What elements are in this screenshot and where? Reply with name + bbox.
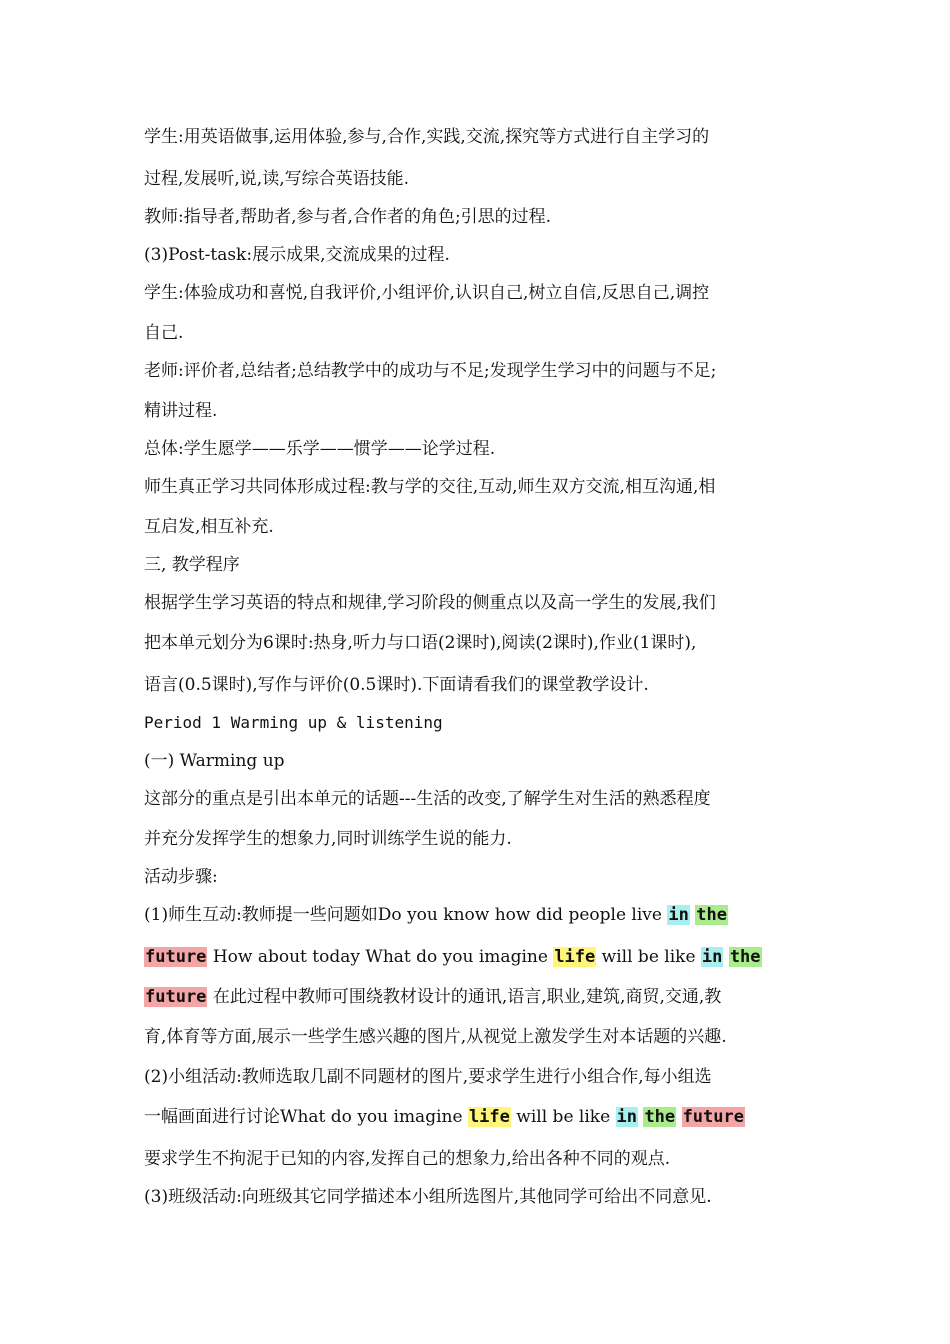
text-line: 师生真正学习共同体形成过程:教与学的交往,互动,师生双方交流,相互沟通,相 <box>144 477 716 497</box>
highlight-life: life <box>468 1107 510 1127</box>
step2-line1: (2)小组活动:教师选取几副不同题材的图片,要求学生进行小组合作,每小组选 <box>144 1067 712 1087</box>
step1-line1 <box>144 904 728 926</box>
text-line: 这部分的重点是引出本单元的话题---生活的改变,了解学生对生活的熟悉程度 <box>144 789 711 809</box>
highlight-the: the <box>644 1107 676 1127</box>
text-line: 互启发,相互补充. <box>144 517 274 537</box>
text-line: 总体:学生愿学——乐学——惯学——论学过程. <box>144 439 496 459</box>
highlight-life: life <box>554 947 596 967</box>
step1-line3 <box>144 986 721 1008</box>
step2-text: 一幅画面进行讨论What do you imagine <box>144 1107 468 1127</box>
highlight-in: in <box>668 905 689 925</box>
step1-text: (1)师生互动:教师提一些问题如Do you know how did people live <box>144 905 668 925</box>
step1-text: How about today What do you imagine <box>207 947 554 967</box>
text-line: 过程,发展听,说,读,写综合英语技能. <box>144 169 410 189</box>
text-line: 根据学生学习英语的特点和规律,学习阶段的侧重点以及高一学生的发展,我们 <box>144 593 716 613</box>
step1-line2 <box>144 946 762 968</box>
highlight-in: in <box>616 1107 638 1127</box>
step1-text: will be like <box>596 947 701 967</box>
step2-line2 <box>144 1106 745 1128</box>
text-line: 把本单元划分为6课时:热身,听力与口语(2课时),阅读(2课时),作业(1课时), <box>144 633 697 653</box>
text-line: 教师:指导者,帮助者,参与者,合作者的角色;引思的过程. <box>144 207 552 227</box>
text-line: 精讲过程. <box>144 401 218 421</box>
text-line: (3)Post-task:展示成果,交流成果的过程. <box>144 245 450 265</box>
highlight-the: the <box>696 905 727 925</box>
text-line: 语言(0.5课时),写作与评价(0.5课时).下面请看我们的课堂教学设计. <box>144 675 649 695</box>
text-line: 学生:用英语做事,运用体验,参与,合作,实践,交流,探究等方式进行自主学习的 <box>144 127 710 147</box>
step1-line4: 育,体育等方面,展示一些学生感兴趣的图片,从视觉上激发学生对本话题的兴趣. <box>144 1027 727 1047</box>
highlight-future: future <box>145 947 207 967</box>
highlight-future: future <box>145 987 207 1007</box>
text-line: 老师:评价者,总结者;总结教学中的成功与不足;发现学生学习中的问题与不足; <box>144 361 717 381</box>
step3-line1: (3)班级活动:向班级其它同学描述本小组所选图片,其他同学可给出不同意见. <box>144 1187 712 1207</box>
text-line: 并充分发挥学生的想象力,同时训练学生说的能力. <box>144 829 512 849</box>
period-heading: Period 1 Warming up & listening <box>144 713 443 732</box>
highlight-in: in <box>701 947 723 967</box>
highlight-future: future <box>682 1107 744 1127</box>
step1-text: 在此过程中教师可围绕教材设计的通讯,语言,职业,建筑,商贸,交通,教 <box>207 987 722 1007</box>
text-line: 学生:体验成功和喜悦,自我评价,小组评价,认识自己,树立自信,反思自己,调控 <box>144 283 710 303</box>
text-line: 活动步骤: <box>144 867 218 887</box>
text-line: 自己. <box>144 323 184 343</box>
highlight-the: the <box>729 947 761 967</box>
step2-text: will be like <box>510 1107 616 1127</box>
step2-line3: 要求学生不拘泥于已知的内容,发挥自己的想象力,给出各种不同的观点. <box>144 1149 671 1169</box>
subsection-heading: (一) Warming up <box>144 751 285 771</box>
section-heading: 三, 教学程序 <box>144 555 240 575</box>
